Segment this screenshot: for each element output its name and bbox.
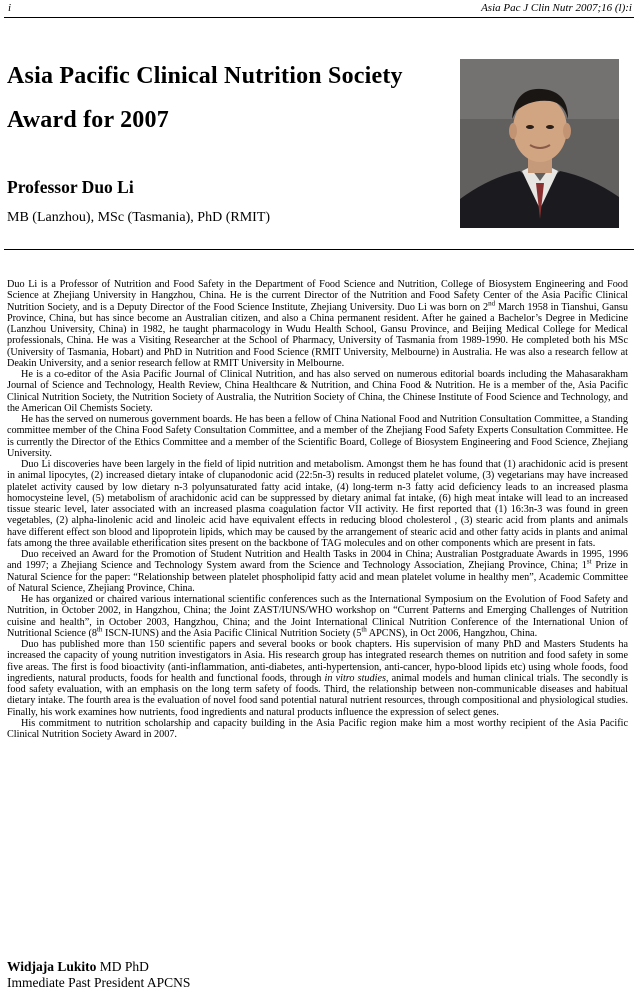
title-line-2: Award for 2007 <box>7 107 169 133</box>
bio-paragraph: Duo Li is a Professor of Nutrition and Food Safety in the Department of Food Science and Nutrition, College of Biosystem Engineering and Food Science at Zhejiang University in Hangzhou, China. He is the current Director of the Nutrition and Food Safety Center of the Asia Pacific Clinical Nutrition Society, and is a Deputy Director of the Food Science Institute, Zhejiang University. Duo Li was born on 2nd March 1958 in Tianshui, Gansu Province, China, but has since become an Australian citizen, and also a China permanent resident. After he gained a Bachelor’s Degree in Medicine (Lanzhou University, China) in 1982, he taught pharmacology in Wudu Health School, Gansu Province, and Beijing Medical College for Medical professionals, China. He was a Visiting Researcher at the School of Pharmacy, University of Tasmania from 1989-1990. He completed both his MSc (University of Tasmania, Hobart) and PhD in Nutrition and Food Science (RMIT University, Melbourne) in Australia. He was also a research fellow at Deakin University, and a senior research fellow at RMIT University in Melbourne. <box>7 279 628 369</box>
signatory-line <box>7 959 190 975</box>
signatory-name: Widjaja Lukito <box>7 959 97 974</box>
bio-paragraph: Duo has published more than 150 scientific papers and several books or book chapters. His supervision of many PhD and Masters Students ha increased the capacity of young nutrition investigators in Asia. His research group has integrated research themes on nutrition and food safety in some five areas. The first is food bioactivity (anti-inflammation, anti-diabetes, anti-hypertension, anti-cancer, hypo-blood lipids etc) using whole foods, food ingredients, natural products, foods for health and functional foods, through in vitro studies, animal models and human clinical trials. The secondly is food safety evaluation, with an emphasis on the long term safety of foods. Third, the relationship between non-communicable diseases and habitual dietary intake. The fourth area is the evaluation of novel food sand potential natural nutrient resources, through compositional and physiological studies. Finally, his work examines how nutrients, food ingredients and natural products influence the expression of select genes. <box>7 639 628 718</box>
title-line-1: Asia Pacific Clinical Nutrition Society <box>7 63 403 89</box>
bio-paragraph: His commitment to nutrition scholarship and capacity building in the Asia Pacific region make him a most worthy recipient of the Asia Pacific Clinical Nutrition Society Award in 2007. <box>7 717 628 740</box>
header-rule <box>4 17 634 18</box>
awardee-name: Professor Duo Li <box>7 177 134 197</box>
bio-paragraph: He has organized or chaired various international scientific conferences such as the International Symposium on the Evolution of Food Safety and Nutrition, in October 2002, in Hangzhou, China; the Joint ZAST/IUNS/WHO workshop on “Current Patterns and Emerging Challenges of Nutrition cuisine and health”, in October 2003, Hangzhou, China; and the Joint International Clinical Nutrition Conference of the International Union of Nutritional Science (8th ISCN-IUNS) and the Asia Pacific Clinical Nutrition Society (5th APCNS), in Oct 2006, Hangzhou, China. <box>7 594 628 639</box>
page-number: i <box>8 2 12 14</box>
bio-paragraph: Duo received an Award for the Promotion of Student Nutrition and Health Tasks in 2004 in China; Australian Postgraduate Awards in 1995, 1996 and 1997; a Zhejiang Science and Technology System award from the Science and Technology Association, Zhejiang Province, China; 1st Prize in Natural Science for the paper: “Relationship between platelet phospholipid fatty acid and mean platelet volume in healthy men”, Academic Committee of Natural Science, Zhejiang Province, China. <box>7 549 628 594</box>
awardee-degrees: MB (Lanzhou), MSc (Tasmania), PhD (RMIT) <box>7 210 271 225</box>
running-header <box>6 2 636 18</box>
signatory-role: Immediate Past President APCNS <box>7 975 191 990</box>
bio-paragraph: Duo Li discoveries have been largely in the field of lipid nutrition and metabolism. Amongst them he has found that (1) arachidonic acid is present in animal lipocytes, (2) increased dietary intake of clupanodonic acid (22:5n-3) results in reduced platelet volume, (3) vegetarians may have increased platelet activity caused by low dietary n-3 polyunsaturated fatty acid intake, (4) long-term n-3 fatty acid deficiency leads to an increased plasma homocysteine level, (5) metabolism of arachidonic acid can be suppressed by dietary animal fat intake, (6) high meat intake will lead to an increased tissue stearic level, later associated with an increased plasma coagulation factor VII activity. He first reported that (1) 16:3n-3 was found in green vegetables, (2) alpha-linolenic acid and linoleic acid have equivalent effects in reducing blood cholesterol , (3) stearic acid from plants and animals have different effect son blood and lipoprotein lipids, which may be caused by the arrangement of stearic acid and other fatty acids in plants and animal fats among the three available etherification sites present on the backbone of TAG molecules and on other components which are present in fats. <box>7 459 628 549</box>
biography-text <box>7 279 628 740</box>
page-title <box>7 54 452 142</box>
journal-citation: Asia Pac J Clin Nutr 2007;16 (l):i <box>481 2 632 14</box>
awardee-portrait-photo <box>460 59 619 228</box>
signatory-degrees: MD PhD <box>96 959 149 974</box>
signature-block <box>7 959 190 991</box>
section-rule <box>4 249 634 250</box>
bio-paragraph: He has the served on numerous government boards. He has been a fellow of China National Food and Nutrition Consultation Committee, a Standing committee member of the China Food Safety Consultation Committee, and a member of the Zhejiang Food Safety Experts Consultation Committee. He is currently the Director of the Ethics Committee and a member of the Scientific Board, College of Biosystem Engineering and Food Science, Zhejiang University. <box>7 414 628 459</box>
bio-paragraph: He is a co-editor of the Asia Pacific Journal of Clinical Nutrition, and has also served on numerous editorial boards including the Mahasarakham Journal of Science and Technology, Health Review, China Healthcare & Nutrition, and China Food & Nutrition. He is a member of the, Asia Pacific Clinical Nutrition Society, the Nutrition Society of Australia, the Nutrition Society of China, the Chinese Institute of Food Science and Technology, and the American Oil Chemists Society. <box>7 369 628 414</box>
